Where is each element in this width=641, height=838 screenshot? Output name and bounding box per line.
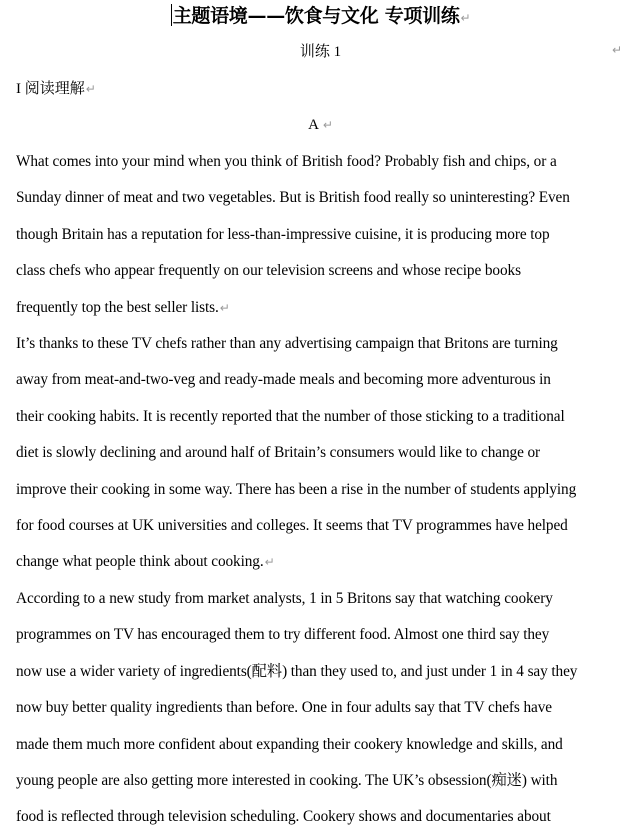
- text-line: diet is slowly declining and around half of Britain’s consumers would like to change or: [16, 444, 541, 462]
- passage-body[interactable]: [16, 144, 628, 836]
- passage-label: [0, 114, 641, 136]
- text-line: now use a wider variety of ingredients(配料) than they used to, and just under 1 in 4 say they: [16, 662, 578, 680]
- paragraph-mark-icon: ↵: [264, 555, 275, 570]
- text-line: improve their cooking in some way. There has been a rise in the number of students applying: [16, 480, 577, 498]
- section-heading-text: I 阅读理解: [16, 81, 85, 97]
- text-line: made them much more confident about expanding their cookery knowledge and skills, and: [16, 735, 563, 753]
- paragraph-mark-icon: ↵: [322, 118, 333, 132]
- text-line: though Britain has a reputation for less-than-impressive cuisine, it is producing more top: [16, 225, 550, 243]
- title-text: 主题语境——饮食与文化 专项训练: [172, 5, 460, 27]
- text-line: class chefs who appear frequently on our television screens and whose recipe books: [16, 262, 521, 280]
- subtitle-text: 训练 1: [299, 44, 342, 60]
- text-cursor: [171, 4, 172, 26]
- text-line: change what people think about cooking.↵: [16, 553, 275, 571]
- text-line: programmes on TV has encouraged them to try different food. Almost one third say they: [16, 626, 550, 644]
- text-line: What comes into your mind when you think of British food? Probably fish and chips, or a: [16, 153, 557, 170]
- text-line: young people are also getting more interested in cooking. The UK’s obsession(痴迷) with: [16, 771, 558, 789]
- passage-label-text: A: [308, 117, 319, 133]
- text-line: frequently top the best seller lists.↵: [16, 298, 230, 316]
- paragraph-mark-icon: ↵: [85, 82, 96, 96]
- text-line: now buy better quality ingredients than before. One in four adults say that TV chefs have: [16, 699, 552, 717]
- paragraph-mark-icon: ↵: [219, 300, 230, 315]
- paragraph-mark-icon: ↵: [460, 11, 471, 25]
- text-line: for food courses at UK universities and colleges. It seems that TV programmes have helped: [16, 517, 568, 535]
- paragraph-mark-icon: ↵: [612, 43, 623, 57]
- text-line: Sunday dinner of meat and two vegetables. But is British food really so uninteresting? Even: [16, 189, 570, 207]
- text-line: It’s thanks to these TV chefs rather than any advertising campaign that Britons are turning: [16, 335, 558, 353]
- section-heading: [16, 78, 96, 100]
- text-line: food is reflected through television scheduling. Cookery shows and documentaries about: [16, 808, 551, 826]
- exercise-subtitle: [0, 41, 641, 63]
- text-line: away from meat-and-two-veg and ready-made meals and becoming more adventurous in: [16, 371, 551, 389]
- text-line: their cooking habits. It is recently reported that the number of those sticking to a traditional: [16, 407, 565, 425]
- document-title: [0, 3, 641, 31]
- text-line: According to a new study from market analysts, 1 in 5 Britons say that watching cookery: [16, 589, 553, 607]
